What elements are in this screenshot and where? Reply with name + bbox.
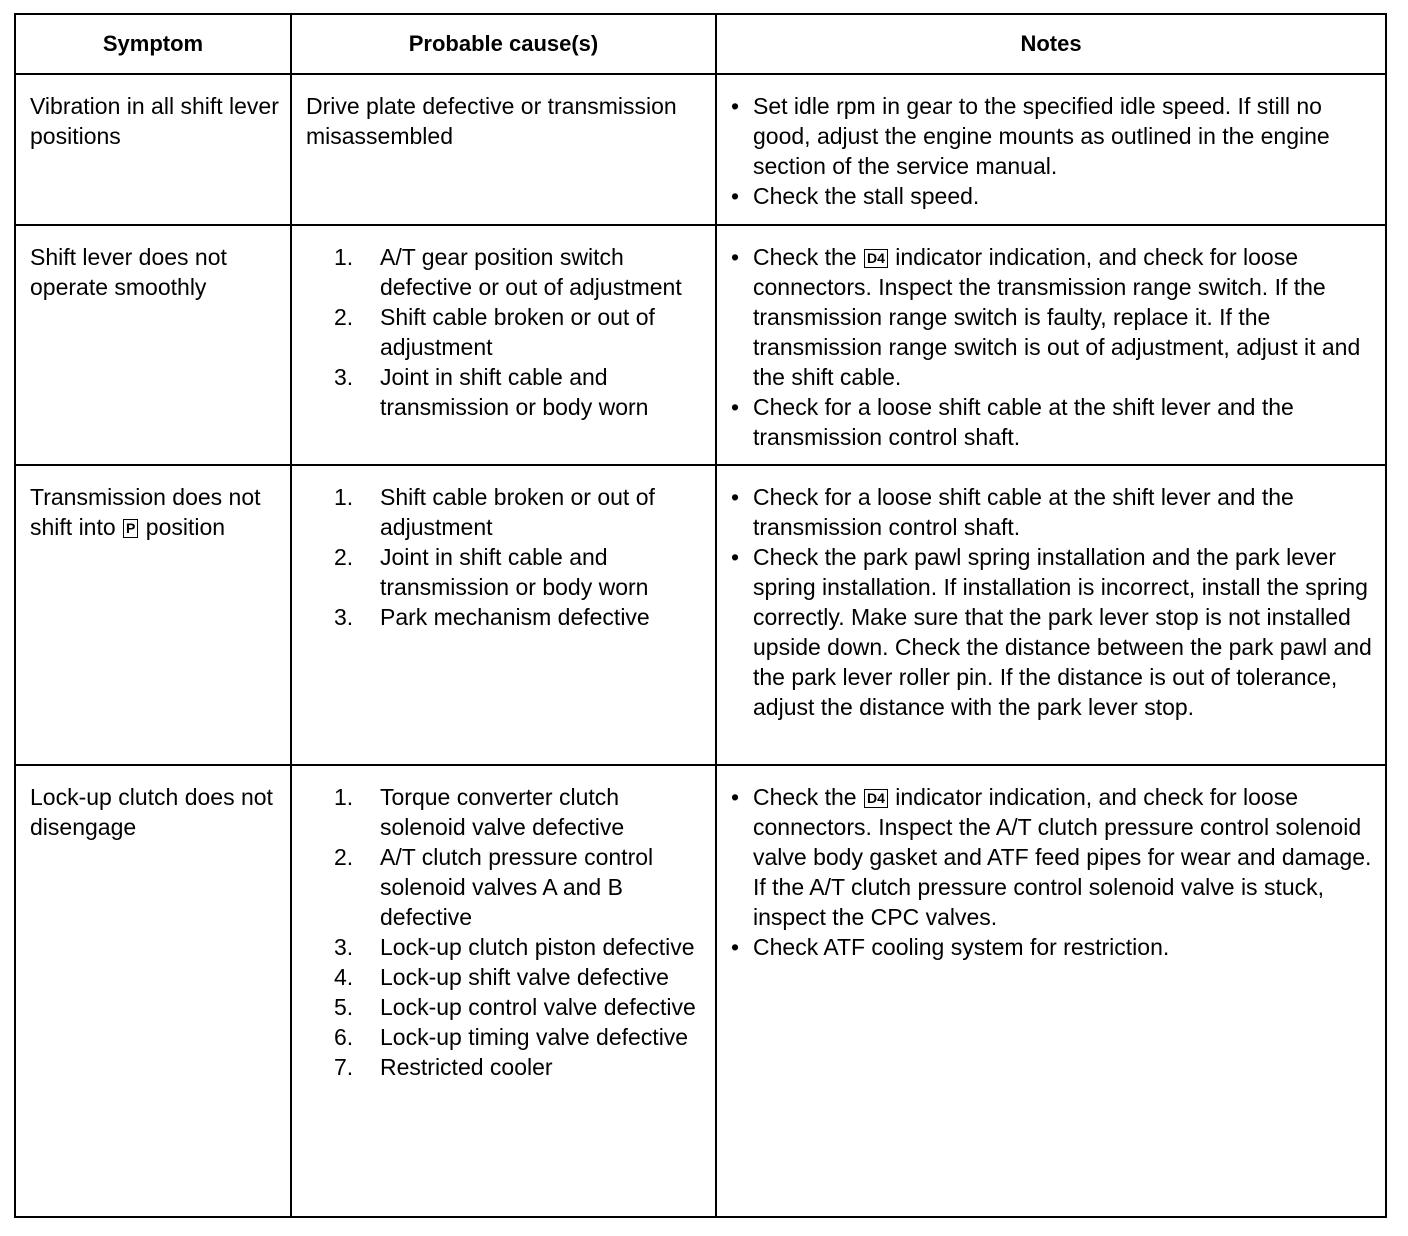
cause-number: 4. [334,964,354,990]
bullet-icon: • [731,484,740,510]
cause-item [334,842,709,932]
header-probable-causes: Probable cause(s) [291,14,716,74]
cause-text: Drive plate defective or transmission misassembled [306,93,677,149]
notes-cell [716,225,1386,465]
cause-number: 3. [334,604,354,630]
cause-text: A/T gear position switch defective or out of adjustment [380,244,682,300]
symptom-cell [15,765,291,1217]
cause-item [334,242,709,302]
note-item [727,242,1381,392]
cause-text: Joint in shift cable and transmission or body worn [380,364,649,420]
cause-item [334,602,709,632]
bullet-icon: • [731,244,740,270]
cause-number: 2. [334,304,354,330]
bullet-icon: • [731,544,740,570]
cause-item [334,542,709,602]
bullet-icon: • [731,394,740,420]
cause-item [334,482,709,542]
note-text-end: indicator indication, and check for loose connectors. Inspect the transmission range switch. If the transmission range switch is faulty, replace it. If the transmission range switch is out of adjustment, adjust it and the shift cable. [753,244,1361,390]
cause-number: 3. [334,934,354,960]
cause-text: Restricted cooler [380,1054,553,1080]
cause-number: 1. [334,484,354,510]
cause-text: Lock-up control valve defective [380,994,696,1020]
cause-list [306,782,709,1082]
causes-cell [291,74,716,225]
cause-text: Lock-up shift valve defective [380,964,669,990]
note-item [727,482,1381,542]
header-notes: Notes [716,14,1386,74]
cause-number: 7. [334,1054,354,1080]
cause-item [334,1022,709,1052]
cause-item [334,1052,709,1082]
note-text: Check the stall speed. [753,183,980,209]
note-text: Check the park pawl spring installation and the park lever spring installation. If installation is incorrect, install the spring correctly. Make sure that the park lever stop is not installed upside down. Check the distance between the park pawl and the park lever roller pin. If the distance is out of tolerance, adjust the distance with the park lever stop. [753,544,1372,720]
symptom-text-end: position [145,514,226,540]
note-list [727,782,1381,962]
causes-cell [291,765,716,1217]
symptom-text-start: Transmission does not shift into [30,484,261,540]
note-list [727,242,1381,452]
cause-number: 1. [334,244,354,270]
table-row [15,225,1386,465]
header-row [15,14,1386,74]
notes-cell [716,74,1386,225]
note-text: Check for a loose shift cable at the shift lever and the transmission control shaft. [753,484,1294,540]
troubleshooting-sheet [14,13,1385,1216]
cause-list [306,242,709,422]
cause-text: Park mechanism defective [380,604,650,630]
bullet-icon: • [731,93,740,119]
table-row [15,765,1386,1217]
note-text: Set idle rpm in gear to the specified idle speed. If still no good, adjust the engine mounts as outlined in the engine section of the service manual. [753,93,1330,179]
cause-text: Shift cable broken or out of adjustment [380,484,655,540]
note-text-start: Check the [753,244,857,270]
cause-number: 6. [334,1024,354,1050]
cause-number: 2. [334,544,354,570]
cause-number: 3. [334,364,354,390]
cause-item [334,932,709,962]
note-item [727,392,1381,452]
cause-text: Joint in shift cable and transmission or body worn [380,544,649,600]
symptom-text: Vibration in all shift lever positions [30,93,279,149]
note-item [727,181,1381,211]
symptom-cell [15,465,291,765]
note-text [753,782,1381,932]
table-row [15,74,1386,225]
notes-cell [716,465,1386,765]
cause-text: A/T clutch pressure control solenoid valves A and B defective [380,844,654,930]
note-list [727,91,1381,211]
note-list [727,482,1381,722]
bullet-icon: • [731,784,740,810]
cause-text: Lock-up clutch piston defective [380,934,695,960]
table-row [15,465,1386,765]
symptom-text: Lock-up clutch does not disengage [30,784,273,840]
causes-cell [291,225,716,465]
d4-indicator-icon: D4 [864,249,888,268]
bullet-icon: • [731,183,740,209]
symptom-cell [15,225,291,465]
troubleshooting-table [14,13,1387,1218]
cause-item [334,362,709,422]
note-text: Check ATF cooling system for restriction. [753,934,1170,960]
cause-text: Lock-up timing valve defective [380,1024,689,1050]
cause-number: 2. [334,844,354,870]
cause-item [334,782,709,842]
notes-cell [716,765,1386,1217]
cause-item [334,302,709,362]
cause-item [334,962,709,992]
note-text-start: Check the [753,784,857,810]
cause-list [306,482,709,632]
note-item [727,782,1381,932]
cause-text: Shift cable broken or out of adjustment [380,304,655,360]
note-text [753,242,1381,392]
p-position-icon: P [123,519,138,538]
cause-item [334,992,709,1022]
symptom-text: Shift lever does not operate smoothly [30,244,227,300]
note-item [727,91,1381,181]
note-text: Check for a loose shift cable at the shift lever and the transmission control shaft. [753,394,1294,450]
symptom-cell [15,74,291,225]
cause-number: 1. [334,784,354,810]
causes-cell [291,465,716,765]
note-item [727,932,1381,962]
note-item [727,542,1381,722]
cause-number: 5. [334,994,354,1020]
note-text-end: indicator indication, and check for loose connectors. Inspect the A/T clutch pressure control solenoid valve body gasket and ATF feed pipes for wear and damage. If the A/T clutch pressure control solenoid valve is stuck, inspect the CPC valves. [753,784,1372,930]
cause-text: Torque converter clutch solenoid valve defective [380,784,625,840]
d4-indicator-icon: D4 [864,789,888,808]
header-symptom: Symptom [15,14,291,74]
bullet-icon: • [731,934,740,960]
